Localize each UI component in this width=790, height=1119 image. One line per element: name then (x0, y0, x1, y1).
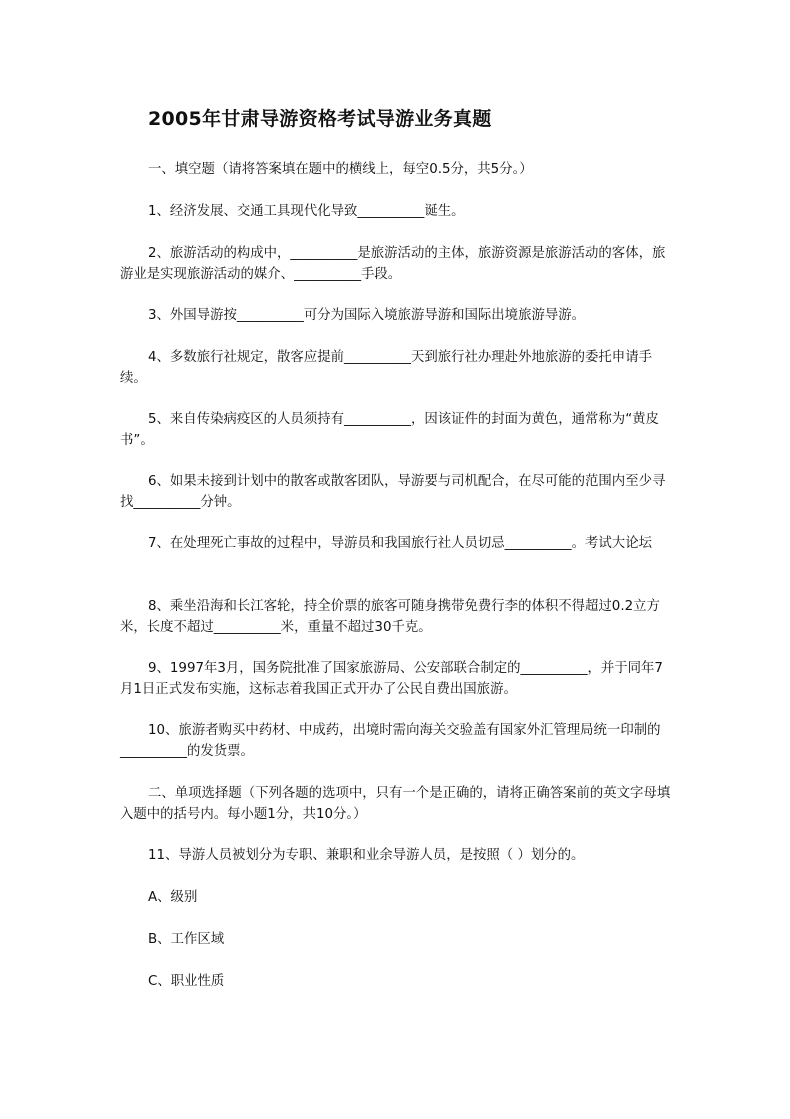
question-3: 3、外国导游按__________可分为国际入境旅游导游和国际出境旅游导游。 (148, 308, 586, 323)
question-4: 4、多数旅行社规定，散客应提前__________天到旅行社办理赴外地旅游的委托申请手续。 (120, 350, 652, 386)
question-7: 7、在处理死亡事故的过程中，导游员和我国旅行社人员切忌__________。考试大论坛 (148, 536, 652, 551)
question-9: 9、1997年3月，国务院批准了国家旅游局、公安部联合制定的__________，并于同年7月1日正式发布实施，这标志着我国正式开办了公民自费出国旅游。 (120, 661, 663, 697)
question-10: 10、旅游者购买中药材、中成药，出境时需向海关交验盖有国家外汇管理局统一印制的__________的发货票。 (120, 723, 661, 759)
question-6: 6、如果未接到计划中的散客或散客团队，导游要与司机配合，在尽可能的范围内至少寻找__________分钟。 (120, 474, 666, 510)
section-single-choice-heading: 二、单项选择题（下列各题的选项中，只有一个是正确的，请将正确答案前的英文字母填入题中的括号内。每小题1分，共10分。） (120, 786, 671, 822)
question-5: 5、来自传染病疫区的人员须持有__________，因该证件的封面为黄色，通常称为“黄皮书”。 (120, 412, 659, 448)
option-a: A、级别 (148, 890, 198, 905)
option-b: B、工作区域 (148, 932, 225, 947)
question-11: 11、导游人员被划分为专职、兼职和业余导游人员，是按照（ ）划分的。 (148, 848, 585, 863)
option-c: C、职业性质 (148, 974, 225, 989)
question-1: 1、经济发展、交通工具现代化导致__________诞生。 (148, 204, 465, 219)
question-8: 8、乘坐沿海和长江客轮，持全价票的旅客可随身携带免费行李的体积不得超过0.2立方米，长度不超过__________米，重量不超过30千克。 (120, 599, 660, 635)
question-2: 2、旅游活动的构成中，__________是旅游活动的主体，旅游资源是旅游活动的客体，旅游业是实现旅游活动的媒介、__________手段。 (120, 246, 666, 282)
document-title: 2005年甘肃导游资格考试导游业务真题 (148, 108, 492, 130)
section-fill-blank-heading: 一、填空题（请将答案填在题中的横线上，每空0.5分，共5分。） (148, 162, 533, 177)
